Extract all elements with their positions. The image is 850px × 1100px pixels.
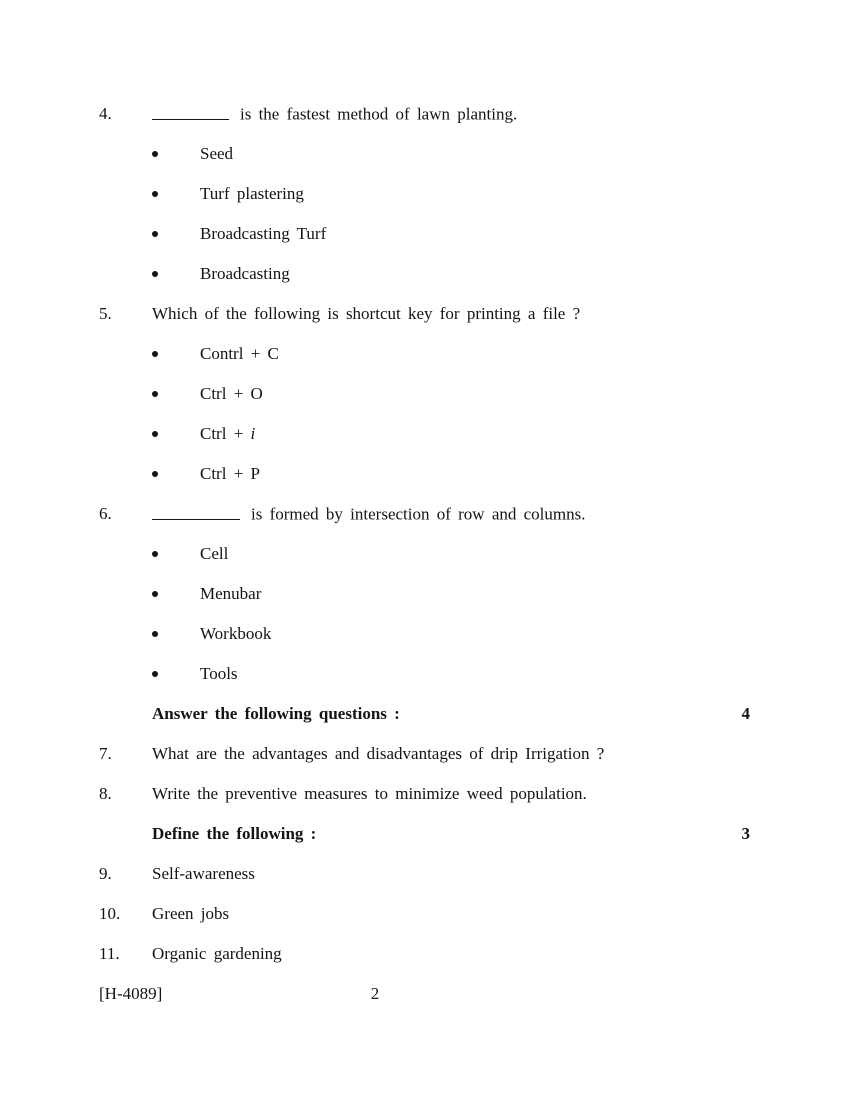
section-heading-answer <box>0 694 850 734</box>
page-footer <box>0 974 850 1014</box>
question-9 <box>0 854 850 894</box>
question-6-option-3 <box>0 614 850 654</box>
question-text <box>152 103 517 124</box>
option-label-italic: i <box>250 424 256 443</box>
option-label <box>200 424 255 444</box>
bullet-icon <box>152 231 200 237</box>
question-number: 11. <box>99 944 120 963</box>
bullet-icon <box>152 431 200 437</box>
question-11 <box>0 934 850 974</box>
bullet-icon <box>152 671 200 677</box>
option-label: Broadcasting <box>200 264 290 283</box>
question-5-option-1 <box>0 334 850 374</box>
bullet-icon <box>152 471 200 477</box>
question-number: 10. <box>99 904 121 923</box>
question-text: Write the preventive measures to minimize weed population. <box>152 784 587 803</box>
question-number: 5. <box>99 304 112 323</box>
question-6-option-1 <box>0 534 850 574</box>
bullet-icon <box>152 631 200 637</box>
question-text <box>152 503 586 524</box>
question-number: 9. <box>99 864 112 883</box>
fill-in-blank <box>152 503 240 519</box>
option-label: Menubar <box>200 584 262 603</box>
page-number: 2 <box>370 984 380 1003</box>
question-number: 8. <box>99 784 112 803</box>
question-5-option-2 <box>0 374 850 414</box>
question-number: 7. <box>99 744 112 763</box>
option-label: Contrl + C <box>200 344 279 363</box>
bullet-icon <box>152 551 200 557</box>
question-text: Organic gardening <box>152 944 282 963</box>
question-4 <box>0 94 850 134</box>
section-marks: 4 <box>741 704 750 723</box>
question-text-body: is the fastest method of lawn planting. <box>240 104 518 124</box>
question-text: Self-awareness <box>152 864 255 883</box>
option-label: Broadcasting Turf <box>200 224 327 243</box>
option-label: Ctrl + P <box>200 464 260 483</box>
question-text: Which of the following is shortcut key for printing a file ? <box>152 304 581 323</box>
section-marks: 3 <box>741 824 750 843</box>
bullet-icon <box>152 391 200 397</box>
section-heading-text: Answer the following questions : <box>152 704 400 723</box>
question-5-option-4 <box>0 454 850 494</box>
option-label: Ctrl + O <box>200 384 263 403</box>
question-number: 4. <box>99 104 112 123</box>
option-label: Cell <box>200 544 229 563</box>
question-text-body: is formed by intersection of row and columns. <box>251 504 586 524</box>
question-10 <box>0 894 850 934</box>
question-8 <box>0 774 850 814</box>
question-number: 6. <box>99 504 112 523</box>
option-label: Turf plastering <box>200 184 304 203</box>
option-label-prefix: Ctrl + <box>200 424 251 443</box>
bullet-icon <box>152 591 200 597</box>
section-heading-define <box>0 814 850 854</box>
question-4-option-3 <box>0 214 850 254</box>
question-text: What are the advantages and disadvantages of drip Irrigation ? <box>152 744 605 763</box>
question-4-option-4 <box>0 254 850 294</box>
bullet-icon <box>152 191 200 197</box>
question-6 <box>0 494 850 534</box>
bullet-icon <box>152 351 200 357</box>
bullet-icon <box>152 271 200 277</box>
question-text: Green jobs <box>152 904 230 923</box>
question-6-option-4 <box>0 654 850 694</box>
question-4-option-1 <box>0 134 850 174</box>
option-label: Tools <box>200 664 238 683</box>
bullet-icon <box>152 151 200 157</box>
question-6-option-2 <box>0 574 850 614</box>
option-label: Seed <box>200 144 234 163</box>
question-4-option-2 <box>0 174 850 214</box>
paper-code: [H-4089] <box>99 984 163 1003</box>
question-7 <box>0 734 850 774</box>
section-heading-text: Define the following : <box>152 824 317 843</box>
question-5 <box>0 294 850 334</box>
option-label: Workbook <box>200 624 272 643</box>
fill-in-blank <box>152 103 229 119</box>
question-5-option-3 <box>0 414 850 454</box>
